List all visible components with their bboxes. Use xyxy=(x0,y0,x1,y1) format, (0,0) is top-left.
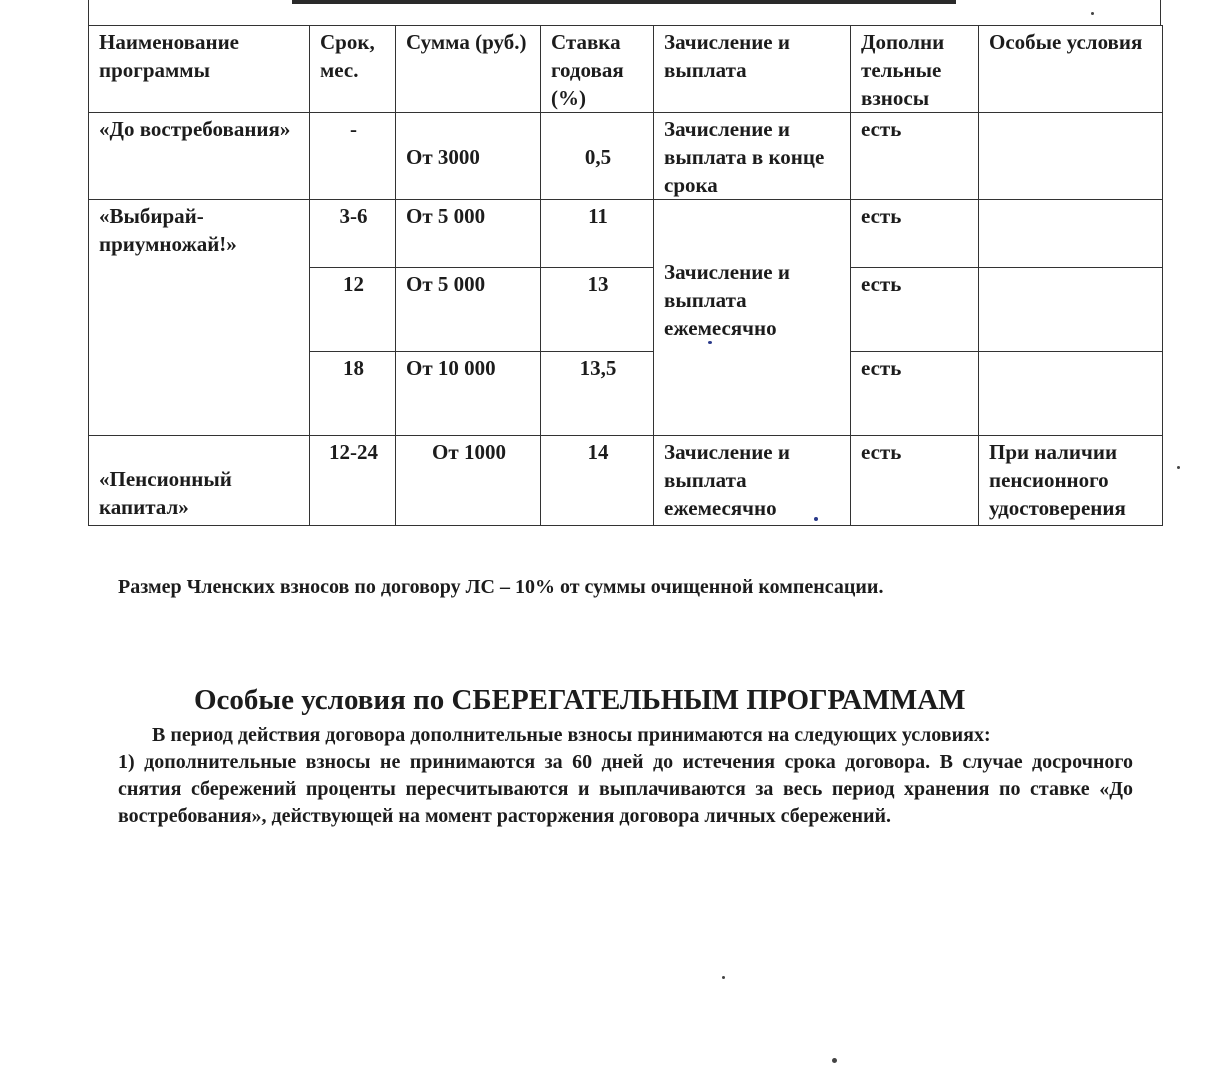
sum-cell xyxy=(396,113,541,200)
sum-cell: От 1000 xyxy=(396,436,541,526)
table-top-bar xyxy=(292,0,956,4)
scan-speck xyxy=(708,341,712,344)
program-name-cell: «Выбирай-приумножай!» xyxy=(89,200,310,436)
header-sum: Сумма (руб.) xyxy=(396,26,541,113)
section-intro: В период действия договора дополнительные взносы принимаются на следующих условиях: xyxy=(152,724,991,746)
sum-cell: От 5 000 xyxy=(396,268,541,352)
rate-cell: 14 xyxy=(541,436,654,526)
rate-value: 0,5 xyxy=(584,145,612,169)
section-body xyxy=(118,722,1133,830)
table-row xyxy=(89,436,1163,526)
rate-cell xyxy=(541,113,654,200)
extra-cell: есть xyxy=(851,352,979,436)
scan-speck xyxy=(814,517,818,521)
rate-cell: 13 xyxy=(541,268,654,352)
rate-cell: 13,5 xyxy=(541,352,654,436)
program-name-cell: «До востребования» xyxy=(89,113,310,200)
scan-speck xyxy=(1091,12,1094,15)
term-cell: 18 xyxy=(310,352,396,436)
table-row xyxy=(89,113,1163,200)
header-extra-deposits: Дополни тельные взносы xyxy=(851,26,979,113)
term-cell: 12 xyxy=(310,268,396,352)
term-value: - xyxy=(350,117,357,141)
header-program-name: Наименование программы xyxy=(89,26,310,113)
membership-fee-note: Размер Членских взносов по договору ЛС – 10% от суммы очищенной компенсации. xyxy=(118,576,884,598)
sum-value: От 3000 xyxy=(406,145,480,169)
term-cell xyxy=(310,113,396,200)
special-cell xyxy=(979,268,1163,352)
savings-programs-table xyxy=(88,25,1163,526)
sum-cell: От 10 000 xyxy=(396,352,541,436)
extra-cell: есть xyxy=(851,113,979,200)
scan-speck xyxy=(832,1058,837,1063)
special-cell xyxy=(979,113,1163,200)
rate-cell: 11 xyxy=(541,200,654,268)
section-title: Особые условия по СБЕРЕГАТЕЛЬНЫМ ПРОГРАММАМ xyxy=(194,684,966,716)
payout-cell: Зачисление и выплата ежемесячно xyxy=(654,436,851,526)
header-rate: Ставка годовая (%) xyxy=(541,26,654,113)
program-name-cell: «Пенсионный капитал» xyxy=(89,436,310,526)
special-cell xyxy=(979,352,1163,436)
sum-cell: От 5 000 xyxy=(396,200,541,268)
extra-cell: есть xyxy=(851,436,979,526)
special-cell xyxy=(979,200,1163,268)
scan-speck xyxy=(722,976,725,979)
table-row xyxy=(89,200,1163,268)
header-term: Срок, мес. xyxy=(310,26,396,113)
table-header-row xyxy=(89,26,1163,113)
term-cell: 12-24 xyxy=(310,436,396,526)
section-item-1: 1) дополнительные взносы не принимаются за 60 дней до истечения срока договора. В случае досрочного снятия сбережений проценты пересчитываются и выплачиваются за весь период хранения по ставке «До востребования», действующей на момент расторжения договора личных сбережений. xyxy=(118,751,1133,827)
payout-cell: Зачисление и выплата в конце срока xyxy=(654,113,851,200)
term-cell: 3-6 xyxy=(310,200,396,268)
special-cell: При наличии пенсионного удостоверения xyxy=(979,436,1163,526)
extra-cell: есть xyxy=(851,268,979,352)
header-payout: Зачисление и выплата xyxy=(654,26,851,113)
payout-cell: Зачисление и выплата ежемесячно xyxy=(654,200,851,436)
header-special-conditions: Особые условия xyxy=(979,26,1163,113)
extra-cell: есть xyxy=(851,200,979,268)
scan-speck xyxy=(1177,466,1180,469)
